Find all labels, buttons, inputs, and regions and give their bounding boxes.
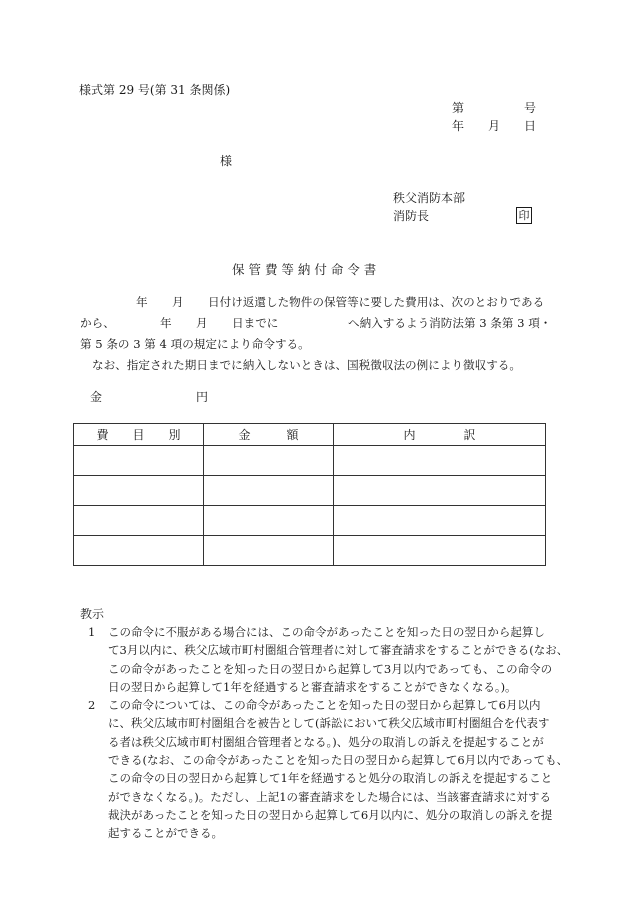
body-paragraph [80,292,558,376]
header-details: 内 訳 [334,424,546,446]
table-cell [74,476,204,506]
issuer-org: 秩父消防本部 [393,191,466,205]
kyoji-line: ができなくなる。)。ただし、上記1の審査請求をした場合には、当該審査請求に対する [108,789,552,804]
issuer-title: 消防長 [393,209,430,223]
table-header-row [74,424,546,446]
kyoji-title: 教示 [80,607,105,621]
body-line-1: 年 月 日付け返還した物件の保管等に要した費用は、次のとおりである [136,295,545,309]
kyoji-item-number: 2 [88,698,96,713]
table-cell [74,446,204,476]
amount-unit: 円 [196,390,209,404]
table-cell [204,536,334,566]
kyoji-item-2 [88,696,569,842]
table-cell [204,506,334,536]
table-cell [74,506,204,536]
table-row [74,446,546,476]
kyoji-item-number: 1 [88,625,96,639]
kyoji-line: できる(なお、この命令があったことを知った日の翌日から起算して6月以内であっても、 [108,753,569,768]
header-category: 費 目 別 [74,424,204,446]
table-row [74,536,546,566]
kyoji-line: 日の翌日から起算して1年を経過すると審査請求をすることができなくなる。)。 [108,679,517,694]
kyoji-section [88,623,569,843]
kyoji-item-1 [88,623,569,696]
fee-breakdown-table [73,423,546,566]
body-line-3: 第 5 条の 3 第 4 項の規定により命令する。 [80,337,310,351]
table-cell [204,446,334,476]
date-month: 月 [488,119,501,133]
doc-number-dai: 第 [452,101,465,115]
table-cell [74,536,204,566]
recipient-honorific: 様 [220,154,233,168]
kyoji-line: 起することができる。 [108,826,223,841]
table-row [74,506,546,536]
date-day: 日 [524,119,537,133]
header-amount: 金 額 [204,424,334,446]
table-cell [334,476,546,506]
kyoji-line: この命令があったことを知った日の翌日から起算して3月以内であっても、この命令の [108,661,553,676]
form-number: 様式第 29 号(第 31 条関係) [79,83,231,97]
body-line-4: なお、指定された期日までに納入しないときは、国税徴収法の例により徴収する。 [92,358,521,372]
kyoji-line: 裁決があったことを知った日の翌日から起算して6月以内に、処分の取消しの訴えを提 [108,807,553,822]
amount-label: 金 [90,390,103,404]
document-title: 保 管 費 等 納 付 命 令 書 [232,262,377,277]
date-year: 年 [452,119,465,133]
body-line-2: から、 年 月 日までに へ納入するよう消防法第 3 条第 3 項・ [80,316,552,330]
table-cell [334,506,546,536]
kyoji-line: る者は秩父広域市町村圏組合管理者となる。)、処分の取消しの訴えを提起することが [108,734,544,749]
kyoji-line: て3月以内に、秩父広域市町村圏組合管理者に対して審査請求をすることができる(なお、 [108,643,569,658]
table-row [74,476,546,506]
doc-number-go: 号 [524,101,537,115]
table-cell [334,536,546,566]
table-cell [204,476,334,506]
kyoji-line: この命令に不服がある場合には、この命令があったことを知った日の翌日から起算し [108,625,545,639]
kyoji-line: この命令の日の翌日から起算して1年を経過すると処分の取消しの訴えを提起すること [108,771,553,786]
table-cell [334,446,546,476]
seal-stamp: 印 [516,207,532,224]
kyoji-line: に、秩父広域市町村圏組合を被告として(訴訟において秩父広域市町村圏組合を代表す [108,716,550,731]
kyoji-line: この命令については、この命令があったことを知った日の翌日から起算して6月以内 [108,698,541,713]
